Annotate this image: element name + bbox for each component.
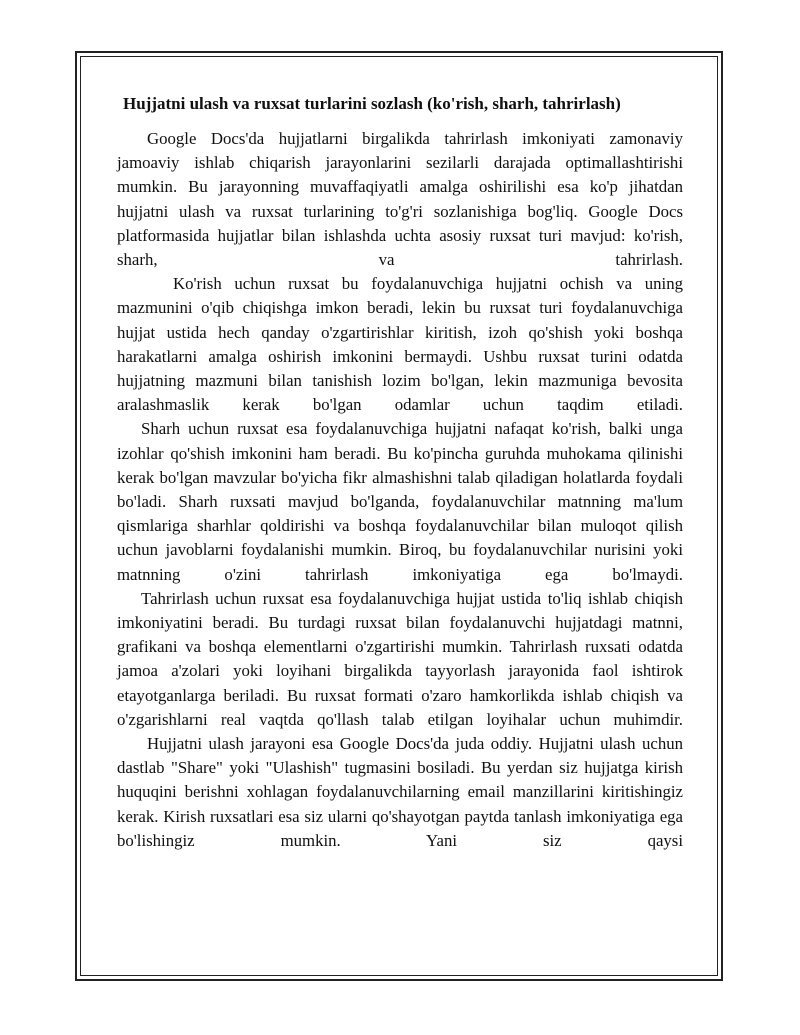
- document-title: Hujjatni ulash va ruxsat turlarini sozlash (ko'rish, sharh, tahrirlash): [123, 94, 621, 113]
- document-body: [117, 92, 683, 853]
- paragraph-sharing-process: Hujjatni ulash jarayoni esa Google Docs'da juda oddiy. Hujjatni ulash uchun dastlab "Share" yoki "Ulashish" tugmasini bosiladi. Bu yerdan siz hujjatga kirish huquqini berishni xohlagan foydalanuvchilarning email manzillarini kiritishingiz kerak. Kirish ruxsatlari esa siz ularni qo'shayotgan paytda tanlash imkoniyatiga ega bo'lishingiz mumkin. Yani siz qaysi: [117, 734, 683, 850]
- paragraph-view-permission: Ko'rish uchun ruxsat bu foydalanuvchiga hujjatni ochish va uning mazmunini o'qib chiqishga imkon beradi, lekin bu ruxsat turi foydalanuvchiga hujjat ustida hech qanday o'zgartirishlar kiritish, izoh qo'shish yoki boshqa harakatlarni amalga oshirish imkonini bermaydi. Ushbu ruxsat turini odatda hujjatning mazmuni bilan tanishish lozim bo'lgan, lekin mazmuniga bevosita aralashmaslik kerak bo'lgan odamlar uchun taqdim etiladi.: [117, 274, 683, 415]
- paragraph-edit-permission: Tahrirlash uchun ruxsat esa foydalanuvchiga hujjat ustida to'liq ishlab chiqish imkoniyatini beradi. Bu turdagi ruxsat bilan foydalanuvchi hujjatdagi matnni, grafikani va boshqa elementlarni o'zgartirishi mumkin. Tahrirlash ruxsati odatda jamoa a'zolari yoki loyihani birgalikda tayyorlash jarayonida faol ishtirok etayotganlarga beriladi. Bu ruxsat formati o'zaro hamkorlikda ishlab chiqish va o'zgarishlarni real vaqtda qo'llash talab etilgan loyihalar uchun muhimdir.: [117, 588, 683, 729]
- paragraph-comment-permission: Sharh uchun ruxsat esa foydalanuvchiga hujjatni nafaqat ko'rish, balki unga izohlar qo'shish imkonini ham beradi. Bu ko'pincha guruhda muhokama qilinishi kerak bo'lgan mavzular bo'yicha fikr almashishni talab qiladigan holatlarda foydali bo'ladi. Sharh ruxsati mavjud bo'lganda, foydalanuvchilar matnning ma'lum qismlariga sharhlar qoldirishi va boshqa foydalanuvchilar bilan muloqot qilish uchun javoblarni foydalanishi mumkin. Biroq, bu foydalanuvchilar nurisini yoki matnning o'zini tahrirlash imkoniyatiga ega bo'lmaydi.: [117, 419, 683, 584]
- paragraph-intro: Google Docs'da hujjatlarni birgalikda tahrirlash imkoniyati zamonaviy jamoaviy ishlab chiqarish jarayonlarini sezilarli darajada optimallashtirishi mumkin. Bu jarayonning muvaffaqiyatli amalga oshirilishi esa ko'p jihatdan hujjatni ulash va ruxsat turlarining to'g'ri sozlanishiga bog'liq. Google Docs platformasida hujjatlar bilan ishlashda uchta asosiy ruxsat turi mavjud: ko'rish, sharh, va tahrirlash.: [117, 129, 683, 270]
